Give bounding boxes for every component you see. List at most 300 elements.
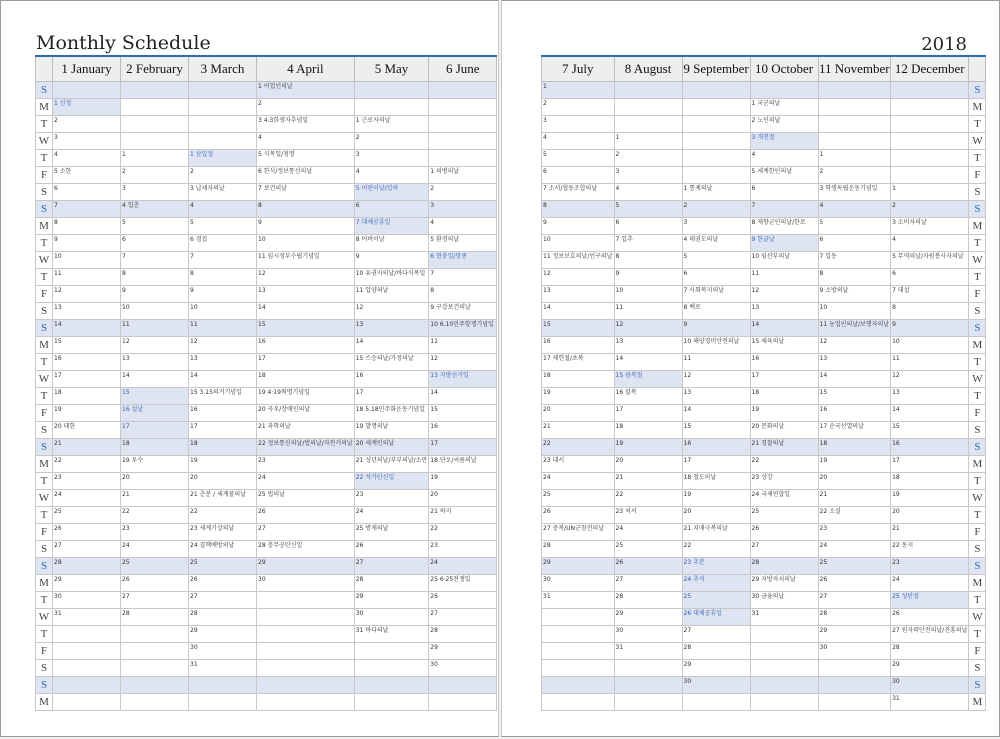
day-cell[interactable] xyxy=(53,626,121,643)
day-cell[interactable]: 2 xyxy=(818,167,891,184)
day-cell[interactable]: 23 상강 xyxy=(750,473,818,490)
day-cell[interactable] xyxy=(257,626,355,643)
day-cell[interactable]: 15 xyxy=(891,422,969,439)
day-cell[interactable]: 28 충무공탄신일 xyxy=(257,541,355,558)
day-cell[interactable]: 21 과학의날 xyxy=(257,422,355,439)
day-cell[interactable]: 24 결핵예방의날 xyxy=(189,541,257,558)
day-cell[interactable]: 10 xyxy=(121,303,189,320)
day-cell[interactable]: 13 xyxy=(257,286,355,303)
day-cell[interactable]: 25 방재의날 xyxy=(354,524,429,541)
day-cell[interactable] xyxy=(891,82,969,99)
day-cell[interactable]: 18 5.18민주화운동기념일 xyxy=(354,405,429,422)
day-cell[interactable]: 26 xyxy=(818,575,891,592)
day-cell[interactable]: 26 xyxy=(257,507,355,524)
day-cell[interactable]: 7 xyxy=(429,269,497,286)
day-cell[interactable] xyxy=(257,643,355,660)
day-cell[interactable]: 19 xyxy=(53,405,121,422)
day-cell[interactable] xyxy=(429,82,497,99)
day-cell[interactable]: 18 xyxy=(189,439,257,456)
day-cell[interactable]: 20 xyxy=(818,473,891,490)
day-cell[interactable]: 24 xyxy=(354,507,429,524)
day-cell[interactable]: 5 xyxy=(121,218,189,235)
day-cell[interactable] xyxy=(257,609,355,626)
day-cell[interactable]: 15 체육의날 xyxy=(750,337,818,354)
day-cell[interactable]: 26 xyxy=(429,592,497,609)
day-cell[interactable]: 29 xyxy=(818,626,891,643)
day-cell[interactable]: 18 xyxy=(614,422,682,439)
day-cell[interactable]: 16 xyxy=(257,337,355,354)
day-cell[interactable]: 4 xyxy=(53,150,121,167)
day-cell[interactable]: 24 국제연합일 xyxy=(750,490,818,507)
day-cell[interactable]: 9 xyxy=(53,235,121,252)
day-cell[interactable]: 10 xyxy=(189,303,257,320)
day-cell[interactable]: 27 xyxy=(189,592,257,609)
day-cell[interactable]: 21 xyxy=(818,490,891,507)
day-cell[interactable]: 22 xyxy=(429,524,497,541)
day-cell[interactable] xyxy=(614,116,682,133)
day-cell[interactable]: 22 xyxy=(53,456,121,473)
day-cell[interactable]: 8 xyxy=(891,303,969,320)
day-cell[interactable]: 10 해양경비안전의날 xyxy=(682,337,750,354)
day-cell[interactable] xyxy=(429,99,497,116)
day-cell[interactable]: 1 xyxy=(121,150,189,167)
day-cell[interactable]: 27 xyxy=(121,592,189,609)
day-cell[interactable]: 12 xyxy=(542,269,615,286)
day-cell[interactable]: 3 xyxy=(682,218,750,235)
day-cell[interactable]: 7 입동 xyxy=(818,252,891,269)
day-cell[interactable]: 20 xyxy=(189,473,257,490)
day-cell[interactable] xyxy=(189,133,257,150)
day-cell[interactable]: 12 xyxy=(53,286,121,303)
day-cell[interactable]: 15 xyxy=(542,320,615,337)
day-cell[interactable]: 4 xyxy=(429,218,497,235)
day-cell[interactable]: 31 xyxy=(53,609,121,626)
day-cell[interactable]: 19 xyxy=(429,473,497,490)
day-cell[interactable]: 10 xyxy=(818,303,891,320)
day-cell[interactable]: 23 xyxy=(429,541,497,558)
day-cell[interactable]: 21 xyxy=(614,473,682,490)
day-cell[interactable]: 22 동지 xyxy=(891,541,969,558)
day-cell[interactable]: 5 무역의날/자원봉사자의날 xyxy=(891,252,969,269)
day-cell[interactable]: 3 xyxy=(542,116,615,133)
day-cell[interactable] xyxy=(818,133,891,150)
day-cell[interactable]: 24 xyxy=(818,541,891,558)
day-cell[interactable]: 14 xyxy=(891,405,969,422)
day-cell[interactable]: 8 xyxy=(818,269,891,286)
day-cell[interactable]: 21 하지 xyxy=(429,507,497,524)
day-cell[interactable]: 3 소비자의날 xyxy=(891,218,969,235)
day-cell[interactable]: 20 대한 xyxy=(53,422,121,439)
day-cell[interactable]: 31 xyxy=(189,660,257,677)
day-cell[interactable]: 5 xyxy=(614,201,682,218)
day-cell[interactable]: 6 xyxy=(891,269,969,286)
day-cell[interactable]: 2 xyxy=(891,201,969,218)
day-cell[interactable]: 17 xyxy=(750,371,818,388)
day-cell[interactable]: 14 xyxy=(818,371,891,388)
day-cell[interactable]: 30 xyxy=(257,575,355,592)
day-cell[interactable] xyxy=(542,677,615,694)
day-cell[interactable]: 18 xyxy=(750,388,818,405)
day-cell[interactable] xyxy=(614,677,682,694)
day-cell[interactable]: 15 xyxy=(53,337,121,354)
day-cell[interactable]: 24 xyxy=(542,473,615,490)
day-cell[interactable]: 8 재향군인의날/한로 xyxy=(750,218,818,235)
day-cell[interactable]: 4 xyxy=(257,133,355,150)
day-cell[interactable] xyxy=(354,99,429,116)
day-cell[interactable] xyxy=(121,660,189,677)
day-cell[interactable] xyxy=(682,82,750,99)
day-cell[interactable]: 2 xyxy=(614,150,682,167)
day-cell[interactable]: 15 스승의날/가정의날 xyxy=(354,354,429,371)
day-cell[interactable]: 26 xyxy=(542,507,615,524)
day-cell[interactable]: 10 6.10민주항쟁기념일 xyxy=(429,320,497,337)
day-cell[interactable]: 18 xyxy=(891,473,969,490)
day-cell[interactable]: 11 입양의날 xyxy=(354,286,429,303)
day-cell[interactable]: 14 xyxy=(121,371,189,388)
day-cell[interactable]: 20 곡우/장애인의날 xyxy=(257,405,355,422)
day-cell[interactable]: 1 xyxy=(614,133,682,150)
day-cell[interactable]: 7 xyxy=(750,201,818,218)
day-cell[interactable]: 29 xyxy=(257,558,355,575)
day-cell[interactable] xyxy=(53,660,121,677)
day-cell[interactable]: 12 xyxy=(189,337,257,354)
day-cell[interactable]: 29 xyxy=(189,626,257,643)
day-cell[interactable]: 28 xyxy=(614,592,682,609)
day-cell[interactable]: 20 xyxy=(614,456,682,473)
day-cell[interactable]: 31 xyxy=(891,694,969,711)
day-cell[interactable] xyxy=(818,694,891,711)
day-cell[interactable]: 15 xyxy=(682,422,750,439)
day-cell[interactable] xyxy=(53,677,121,694)
day-cell[interactable]: 7 xyxy=(189,252,257,269)
day-cell[interactable]: 22 xyxy=(614,490,682,507)
day-cell[interactable]: 28 xyxy=(53,558,121,575)
day-cell[interactable]: 15 xyxy=(257,320,355,337)
day-cell[interactable]: 29 xyxy=(891,660,969,677)
day-cell[interactable]: 28 xyxy=(189,609,257,626)
day-cell[interactable]: 10 유권자의날/바다식목일 xyxy=(354,269,429,286)
day-cell[interactable]: 30 xyxy=(818,643,891,660)
day-cell[interactable]: 16 xyxy=(189,405,257,422)
day-cell[interactable]: 7 대체공휴일 xyxy=(354,218,429,235)
day-cell[interactable]: 9 xyxy=(121,286,189,303)
day-cell[interactable]: 28 xyxy=(750,558,818,575)
day-cell[interactable]: 26 xyxy=(891,609,969,626)
day-cell[interactable] xyxy=(354,82,429,99)
day-cell[interactable] xyxy=(121,82,189,99)
day-cell[interactable]: 3 xyxy=(121,184,189,201)
day-cell[interactable]: 25 법의날 xyxy=(257,490,355,507)
day-cell[interactable]: 13 xyxy=(189,354,257,371)
day-cell[interactable]: 26 xyxy=(354,541,429,558)
day-cell[interactable]: 7 대설 xyxy=(891,286,969,303)
day-cell[interactable]: 13 xyxy=(891,388,969,405)
day-cell[interactable]: 13 xyxy=(121,354,189,371)
day-cell[interactable]: 17 xyxy=(429,439,497,456)
day-cell[interactable]: 31 바다의날 xyxy=(354,626,429,643)
day-cell[interactable]: 27 원자력안전의날/진흥의날 xyxy=(891,626,969,643)
day-cell[interactable]: 13 xyxy=(53,303,121,320)
day-cell[interactable]: 26 xyxy=(614,558,682,575)
day-cell[interactable]: 31 xyxy=(750,609,818,626)
day-cell[interactable]: 5 어린이날/입하 xyxy=(354,184,429,201)
day-cell[interactable]: 31 xyxy=(614,643,682,660)
day-cell[interactable]: 22 xyxy=(121,507,189,524)
day-cell[interactable] xyxy=(891,133,969,150)
day-cell[interactable] xyxy=(891,167,969,184)
day-cell[interactable] xyxy=(891,116,969,133)
day-cell[interactable]: 30 xyxy=(542,575,615,592)
day-cell[interactable]: 14 xyxy=(189,371,257,388)
day-cell[interactable]: 3 학생독립운동기념일 xyxy=(818,184,891,201)
day-cell[interactable]: 27 xyxy=(614,575,682,592)
day-cell[interactable]: 20 문화의날 xyxy=(750,422,818,439)
day-cell[interactable]: 1 국군의날 xyxy=(750,99,818,116)
day-cell[interactable]: 16 xyxy=(818,405,891,422)
day-cell[interactable] xyxy=(354,660,429,677)
day-cell[interactable] xyxy=(189,116,257,133)
day-cell[interactable]: 9 xyxy=(189,286,257,303)
day-cell[interactable]: 26 xyxy=(750,524,818,541)
day-cell[interactable]: 6 현충일/망종 xyxy=(429,252,497,269)
day-cell[interactable]: 25 xyxy=(542,490,615,507)
day-cell[interactable]: 21 xyxy=(891,524,969,541)
day-cell[interactable]: 21 xyxy=(121,490,189,507)
day-cell[interactable]: 19 xyxy=(189,456,257,473)
day-cell[interactable] xyxy=(682,167,750,184)
day-cell[interactable]: 4 xyxy=(750,150,818,167)
day-cell[interactable] xyxy=(614,694,682,711)
day-cell[interactable] xyxy=(750,660,818,677)
day-cell[interactable]: 18 xyxy=(818,439,891,456)
day-cell[interactable]: 19 우수 xyxy=(121,456,189,473)
day-cell[interactable]: 20 xyxy=(682,507,750,524)
day-cell[interactable]: 21 치매극복의날 xyxy=(682,524,750,541)
day-cell[interactable] xyxy=(542,609,615,626)
day-cell[interactable]: 10 xyxy=(53,252,121,269)
day-cell[interactable]: 19 xyxy=(614,439,682,456)
day-cell[interactable]: 3 납세자의날 xyxy=(189,184,257,201)
day-cell[interactable] xyxy=(891,150,969,167)
day-cell[interactable]: 3 xyxy=(429,201,497,218)
day-cell[interactable]: 24 xyxy=(121,541,189,558)
day-cell[interactable]: 12 xyxy=(257,269,355,286)
day-cell[interactable]: 20 xyxy=(542,405,615,422)
day-cell[interactable]: 15 xyxy=(121,388,189,405)
day-cell[interactable] xyxy=(818,99,891,116)
day-cell[interactable]: 7 xyxy=(53,201,121,218)
day-cell[interactable]: 4 xyxy=(354,167,429,184)
day-cell[interactable]: 24 xyxy=(429,558,497,575)
day-cell[interactable]: 25 성탄절 xyxy=(891,592,969,609)
day-cell[interactable] xyxy=(682,133,750,150)
day-cell[interactable]: 25 xyxy=(750,507,818,524)
day-cell[interactable]: 21 경찰의날 xyxy=(750,439,818,456)
day-cell[interactable]: 4 xyxy=(891,235,969,252)
day-cell[interactable]: 3 xyxy=(354,150,429,167)
day-cell[interactable] xyxy=(257,677,355,694)
day-cell[interactable] xyxy=(750,694,818,711)
day-cell[interactable]: 2 xyxy=(542,99,615,116)
day-cell[interactable]: 22 석가탄신일 xyxy=(354,473,429,490)
day-cell[interactable]: 15 3.15의거기념일 xyxy=(189,388,257,405)
day-cell[interactable] xyxy=(818,677,891,694)
day-cell[interactable]: 17 xyxy=(189,422,257,439)
day-cell[interactable]: 9 xyxy=(542,218,615,235)
day-cell[interactable]: 18 xyxy=(257,371,355,388)
day-cell[interactable]: 2 xyxy=(121,167,189,184)
day-cell[interactable]: 21 춘분 / 세계물의날 xyxy=(189,490,257,507)
day-cell[interactable]: 25 xyxy=(818,558,891,575)
day-cell[interactable]: 18 단오/씨름의날 xyxy=(429,456,497,473)
day-cell[interactable]: 27 xyxy=(429,609,497,626)
day-cell[interactable]: 11 xyxy=(429,337,497,354)
day-cell[interactable]: 3 개천절 xyxy=(750,133,818,150)
day-cell[interactable]: 25 xyxy=(189,558,257,575)
day-cell[interactable]: 29 xyxy=(542,558,615,575)
day-cell[interactable]: 25 xyxy=(682,592,750,609)
day-cell[interactable] xyxy=(682,116,750,133)
day-cell[interactable]: 15 광복절 xyxy=(614,371,682,388)
day-cell[interactable]: 1 xyxy=(542,82,615,99)
day-cell[interactable]: 9 xyxy=(682,320,750,337)
day-cell[interactable] xyxy=(614,82,682,99)
day-cell[interactable]: 6 xyxy=(818,235,891,252)
day-cell[interactable]: 11 정보보호의날/인구의날 xyxy=(542,252,615,269)
day-cell[interactable]: 11 xyxy=(614,303,682,320)
day-cell[interactable]: 22 소설 xyxy=(818,507,891,524)
day-cell[interactable]: 6 xyxy=(542,167,615,184)
day-cell[interactable]: 22 xyxy=(682,541,750,558)
day-cell[interactable]: 26 xyxy=(189,575,257,592)
day-cell[interactable]: 13 xyxy=(750,303,818,320)
day-cell[interactable] xyxy=(542,643,615,660)
day-cell[interactable]: 2 xyxy=(53,116,121,133)
day-cell[interactable]: 25 6·25전쟁일 xyxy=(429,575,497,592)
day-cell[interactable]: 16 xyxy=(542,337,615,354)
day-cell[interactable]: 17 xyxy=(891,456,969,473)
day-cell[interactable]: 13 xyxy=(682,388,750,405)
day-cell[interactable]: 23 추분 xyxy=(682,558,750,575)
day-cell[interactable]: 14 xyxy=(354,337,429,354)
day-cell[interactable]: 19 xyxy=(818,456,891,473)
day-cell[interactable]: 8 xyxy=(53,218,121,235)
day-cell[interactable]: 1 어업인의날 xyxy=(257,82,355,99)
day-cell[interactable]: 5 환경의날 xyxy=(429,235,497,252)
day-cell[interactable]: 12 xyxy=(614,320,682,337)
day-cell[interactable]: 24 xyxy=(53,490,121,507)
day-cell[interactable]: 28 xyxy=(891,643,969,660)
day-cell[interactable]: 7 입추 xyxy=(614,235,682,252)
day-cell[interactable]: 9 소방의날 xyxy=(818,286,891,303)
day-cell[interactable]: 15 xyxy=(429,405,497,422)
day-cell[interactable]: 10 xyxy=(891,337,969,354)
day-cell[interactable]: 9 한글날 xyxy=(750,235,818,252)
day-cell[interactable]: 11 xyxy=(891,354,969,371)
day-cell[interactable]: 9 xyxy=(614,269,682,286)
day-cell[interactable] xyxy=(121,694,189,711)
day-cell[interactable]: 30 xyxy=(614,626,682,643)
day-cell[interactable] xyxy=(121,116,189,133)
day-cell[interactable]: 27 xyxy=(53,541,121,558)
day-cell[interactable]: 6 xyxy=(750,184,818,201)
day-cell[interactable]: 8 어버이날 xyxy=(354,235,429,252)
day-cell[interactable]: 29 지방자치의날 xyxy=(750,575,818,592)
day-cell[interactable]: 8 xyxy=(542,201,615,218)
day-cell[interactable] xyxy=(750,82,818,99)
day-cell[interactable]: 8 xyxy=(257,201,355,218)
day-cell[interactable]: 29 xyxy=(429,643,497,660)
day-cell[interactable]: 16 설날 xyxy=(121,405,189,422)
day-cell[interactable]: 5 소한 xyxy=(53,167,121,184)
day-cell[interactable]: 27 중복/UN군참전의날 xyxy=(542,524,615,541)
day-cell[interactable] xyxy=(53,643,121,660)
day-cell[interactable]: 8 xyxy=(189,269,257,286)
day-cell[interactable]: 13 xyxy=(818,354,891,371)
day-cell[interactable] xyxy=(891,99,969,116)
day-cell[interactable]: 14 xyxy=(53,320,121,337)
day-cell[interactable]: 16 xyxy=(682,439,750,456)
day-cell[interactable]: 4 xyxy=(542,133,615,150)
day-cell[interactable]: 14 xyxy=(429,388,497,405)
day-cell[interactable]: 25 xyxy=(121,558,189,575)
day-cell[interactable] xyxy=(354,643,429,660)
day-cell[interactable] xyxy=(614,660,682,677)
day-cell[interactable] xyxy=(189,677,257,694)
day-cell[interactable] xyxy=(121,133,189,150)
day-cell[interactable]: 20 xyxy=(121,473,189,490)
day-cell[interactable]: 30 금융의날 xyxy=(750,592,818,609)
day-cell[interactable]: 28 xyxy=(429,626,497,643)
day-cell[interactable]: 1 근로자의날 xyxy=(354,116,429,133)
day-cell[interactable]: 8 xyxy=(614,252,682,269)
day-cell[interactable]: 13 xyxy=(614,337,682,354)
day-cell[interactable]: 16 말복 xyxy=(614,388,682,405)
day-cell[interactable]: 4 xyxy=(189,201,257,218)
day-cell[interactable]: 12 xyxy=(682,371,750,388)
day-cell[interactable]: 13 xyxy=(542,286,615,303)
day-cell[interactable] xyxy=(189,694,257,711)
day-cell[interactable] xyxy=(682,99,750,116)
day-cell[interactable]: 4 태권도의날 xyxy=(682,235,750,252)
day-cell[interactable]: 26 xyxy=(121,575,189,592)
day-cell[interactable]: 6 xyxy=(682,269,750,286)
day-cell[interactable]: 19 4·19혁명기념일 xyxy=(257,388,355,405)
day-cell[interactable]: 4 입춘 xyxy=(121,201,189,218)
day-cell[interactable] xyxy=(189,82,257,99)
day-cell[interactable]: 12 xyxy=(429,354,497,371)
day-cell[interactable]: 19 xyxy=(682,490,750,507)
day-cell[interactable]: 5 세계한인의날 xyxy=(750,167,818,184)
day-cell[interactable]: 11 xyxy=(53,269,121,286)
day-cell[interactable]: 6 경칩 xyxy=(189,235,257,252)
day-cell[interactable]: 12 xyxy=(354,303,429,320)
day-cell[interactable]: 18 철도의날 xyxy=(682,473,750,490)
day-cell[interactable]: 18 xyxy=(542,371,615,388)
day-cell[interactable] xyxy=(354,677,429,694)
day-cell[interactable]: 17 xyxy=(354,388,429,405)
day-cell[interactable]: 7 보건의날 xyxy=(257,184,355,201)
day-cell[interactable]: 16 xyxy=(354,371,429,388)
day-cell[interactable]: 17 xyxy=(121,422,189,439)
day-cell[interactable]: 3 xyxy=(614,167,682,184)
day-cell[interactable] xyxy=(121,99,189,116)
day-cell[interactable]: 22 xyxy=(750,456,818,473)
day-cell[interactable] xyxy=(121,677,189,694)
day-cell[interactable]: 24 추석 xyxy=(682,575,750,592)
day-cell[interactable]: 24 xyxy=(257,473,355,490)
day-cell[interactable]: 2 노인의날 xyxy=(750,116,818,133)
